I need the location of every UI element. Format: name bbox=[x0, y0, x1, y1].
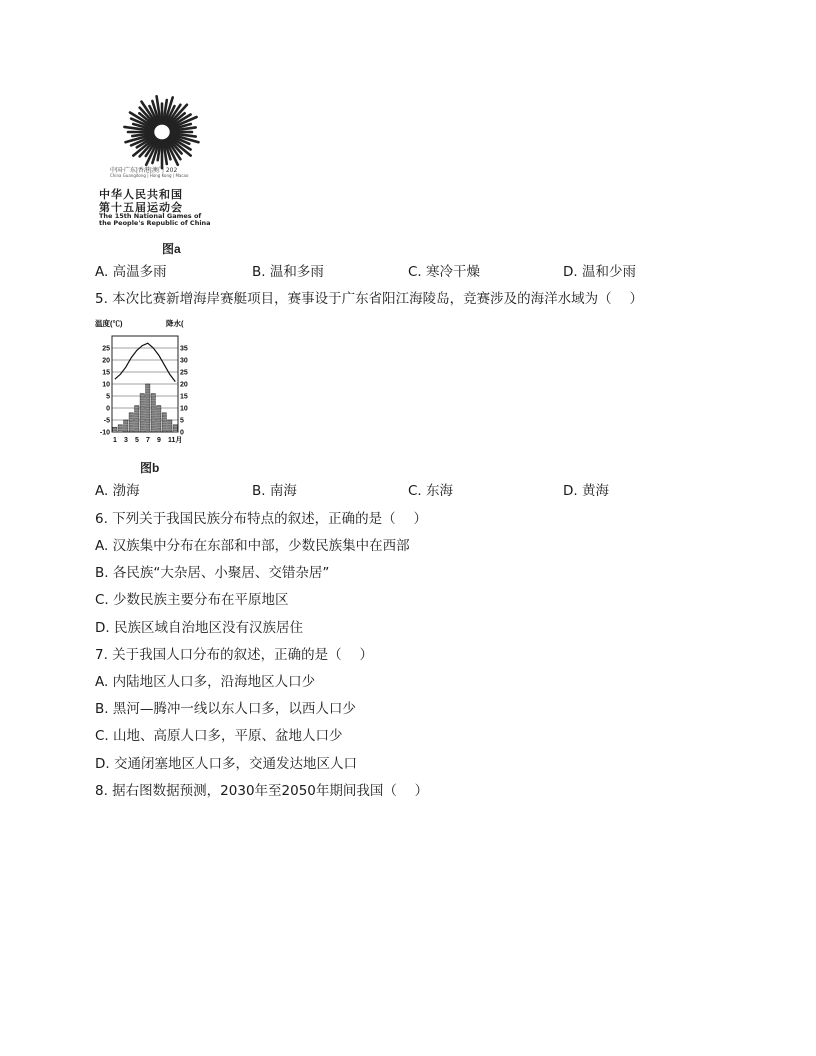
left-tick-label: 25 bbox=[102, 345, 110, 353]
precip-bar bbox=[146, 384, 150, 432]
q7-option-a: A. 内陆地区人口多，沿海地区人口少 bbox=[95, 674, 316, 690]
logo-venue-line-en: China Guangdong | Hong Kong | Macao bbox=[110, 173, 189, 178]
q6-option-d: D. 民族区域自治地区没有汉族居住 bbox=[95, 620, 303, 636]
logo-title-en-2: the People's Republic of China bbox=[99, 219, 211, 227]
logo-venue-line: 中国·广东|香港|澳门 202 bbox=[110, 167, 178, 174]
precip-bar bbox=[140, 394, 144, 432]
precip-bar bbox=[135, 406, 139, 432]
q7-stem: 7. 关于我国人口分布的叙述，正确的是（ ） bbox=[95, 647, 373, 663]
q5-stem: 5. 本次比赛新增海岸赛艇项目，赛事设于广东省阳江海陵岛，竞赛涉及的海洋水域为（ ） bbox=[95, 291, 643, 307]
precip-bar bbox=[173, 425, 177, 432]
precip-bar bbox=[157, 406, 161, 432]
right-axis-title: 降水( bbox=[166, 319, 184, 328]
q4-option-c: C. 寒冷干燥 bbox=[408, 264, 481, 280]
left-tick-label: 5 bbox=[106, 393, 110, 401]
x-tick-label: 9 bbox=[157, 437, 161, 444]
right-tick-label: 15 bbox=[180, 393, 188, 401]
precip-bar bbox=[151, 394, 155, 432]
left-tick-label: 15 bbox=[102, 369, 110, 377]
logo-title-cn-2: 第十五届运动会 bbox=[99, 201, 183, 214]
q7-option-d: D. 交通闭塞地区人口多，交通发达地区人口 bbox=[95, 756, 357, 772]
precip-bar bbox=[124, 420, 128, 432]
q8-stem: 8. 据右图数据预测，2030年至2050年期间我国（ ） bbox=[95, 783, 429, 799]
q5-option-b: B. 南海 bbox=[252, 483, 297, 499]
left-tick-label: 0 bbox=[106, 405, 110, 413]
right-tick-label: 0 bbox=[180, 429, 184, 437]
x-tick-label: 5 bbox=[135, 437, 139, 444]
x-tick-label: 11月 bbox=[168, 437, 183, 444]
q6-option-a: A. 汉族集中分布在东部和中部，少数民族集中在西部 bbox=[95, 538, 410, 554]
logo-title-cn-1: 中华人民共和国 bbox=[99, 188, 183, 201]
left-axis-title: 温度(℃) bbox=[95, 319, 123, 328]
temperature-line bbox=[115, 343, 176, 381]
x-tick-label: 3 bbox=[124, 437, 128, 444]
climate-chart bbox=[95, 328, 190, 446]
logo-title-en-1: The 15th National Games of bbox=[99, 212, 202, 220]
left-tick-label: -5 bbox=[103, 417, 110, 425]
q4-option-d: D. 温和少雨 bbox=[563, 264, 636, 280]
x-tick-label: 1 bbox=[113, 437, 117, 444]
q6-option-b: B. 各民族“大杂居、小聚居、交错杂居” bbox=[95, 565, 330, 581]
right-tick-label: 25 bbox=[180, 369, 188, 377]
precip-bar bbox=[113, 427, 117, 432]
q6-option-c: C. 少数民族主要分布在平原地区 bbox=[95, 592, 289, 608]
figure-a-caption: 图a bbox=[162, 242, 181, 256]
sun-burst-emblem bbox=[100, 92, 225, 172]
q4-option-a: A. 高温多雨 bbox=[95, 264, 167, 280]
right-tick-label: 35 bbox=[180, 345, 188, 353]
q4-option-b: B. 温和多雨 bbox=[252, 264, 324, 280]
right-tick-label: 10 bbox=[180, 405, 188, 413]
q7-option-c: C. 山地、高原人口多，平原、盆地人口少 bbox=[95, 728, 343, 744]
figure-b-caption: 图b bbox=[140, 461, 160, 475]
q5-option-d: D. 黄海 bbox=[563, 483, 609, 499]
q7-option-b: B. 黑河—腾冲一线以东人口多，以西人口少 bbox=[95, 701, 356, 717]
right-tick-label: 30 bbox=[180, 357, 188, 365]
left-tick-label: 20 bbox=[102, 357, 110, 365]
q6-stem: 6. 下列关于我国民族分布特点的叙述，正确的是（ ） bbox=[95, 511, 427, 527]
right-tick-label: 5 bbox=[180, 417, 184, 425]
left-tick-label: 10 bbox=[102, 381, 110, 389]
q5-option-c: C. 东海 bbox=[408, 483, 454, 499]
q5-option-a: A. 渤海 bbox=[95, 483, 140, 499]
left-tick-label: -10 bbox=[99, 429, 110, 437]
precip-bar bbox=[168, 420, 172, 432]
x-tick-label: 7 bbox=[146, 437, 150, 444]
right-tick-label: 20 bbox=[180, 381, 188, 389]
precip-bar bbox=[118, 425, 122, 432]
